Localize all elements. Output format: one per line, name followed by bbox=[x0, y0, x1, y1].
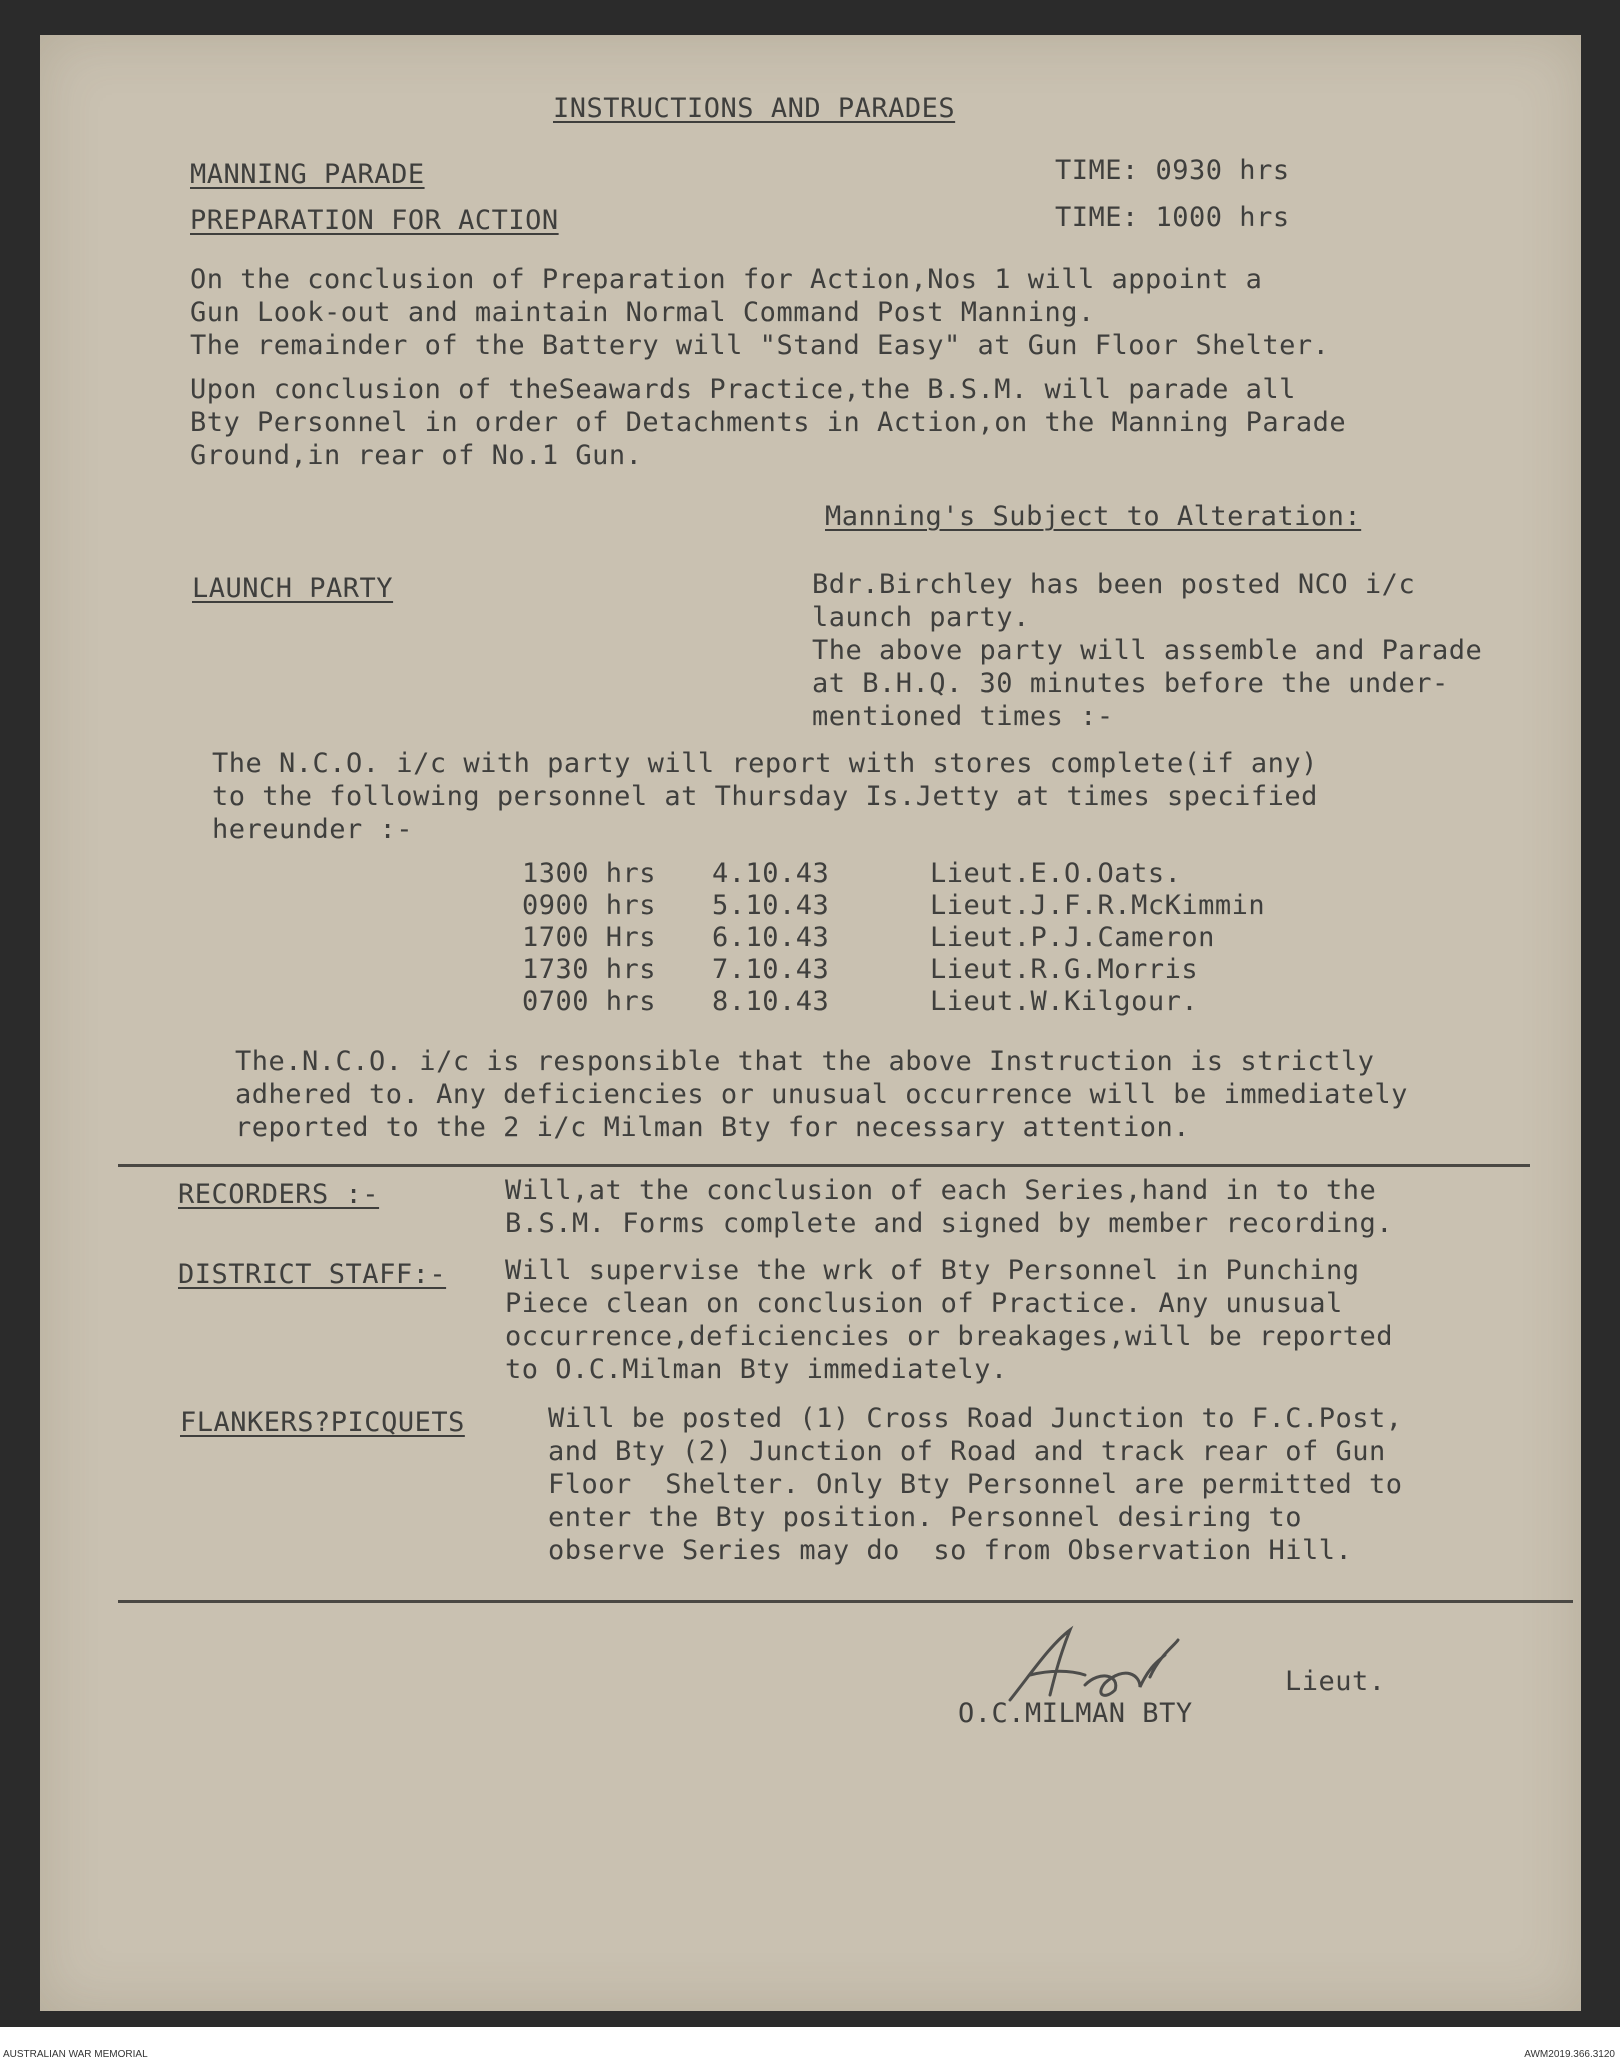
text-line: adhered to. Any deficiencies or unusual occurrence will be immediately bbox=[235, 1079, 1408, 1110]
text-line: Will,at the conclusion of each Series,hand in to the bbox=[505, 1175, 1377, 1206]
schedule-time: 1700 Hrs bbox=[522, 922, 657, 953]
text-line: The N.C.O. i/c with party will report with stores complete(if any) bbox=[212, 748, 1318, 779]
text-line: On the conclusion of Preparation for Action,Nos 1 will appoint a bbox=[190, 264, 1263, 295]
footer-accession: AWM2019.366.3120 bbox=[1524, 2049, 1615, 2060]
text-line: reported to the 2 i/c Milman Bty for necessary attention. bbox=[235, 1112, 1191, 1143]
text-line: and Bty (2) Junction of Road and track rear of Gun bbox=[548, 1436, 1386, 1467]
text-line: The remainder of the Battery will "Stand Easy" at Gun Floor Shelter. bbox=[190, 330, 1330, 361]
preparation-label: PREPARATION FOR ACTION bbox=[190, 205, 559, 236]
preparation-time: TIME: 1000 hrs bbox=[1055, 202, 1290, 233]
text-line: enter the Bty position. Personnel desiring to bbox=[548, 1502, 1302, 1533]
text-line: launch party. bbox=[812, 602, 1030, 633]
district-staff-label: DISTRICT STAFF:- bbox=[178, 1259, 447, 1290]
schedule-time: 1300 hrs bbox=[522, 858, 657, 889]
text-line: mentioned times :- bbox=[812, 701, 1114, 732]
text-line: hereunder :- bbox=[212, 814, 414, 845]
text-line: Ground,in rear of No.1 Gun. bbox=[190, 440, 643, 471]
divider bbox=[118, 1164, 1530, 1167]
text-line: Upon conclusion of theSeawards Practice,the B.S.M. will parade all bbox=[190, 374, 1296, 405]
text-line: Bdr.Birchley has been posted NCO i/c bbox=[812, 569, 1416, 600]
schedule-time: 0900 hrs bbox=[522, 890, 657, 921]
recorders-label: RECORDERS :- bbox=[178, 1179, 380, 1210]
text-line: The.N.C.O. i/c is responsible that the above Instruction is strictly bbox=[235, 1046, 1375, 1077]
signature-rank: Lieut. bbox=[1285, 1666, 1386, 1697]
text-line: at B.H.Q. 30 minutes before the under- bbox=[812, 668, 1449, 699]
text-line: Will supervise the wrk of Bty Personnel in Punching bbox=[505, 1255, 1360, 1286]
manning-subject-heading: Manning's Subject to Alteration: bbox=[825, 501, 1362, 532]
schedule-officer: Lieut.R.G.Morris bbox=[930, 954, 1199, 985]
signature-unit: O.C.MILMAN BTY bbox=[958, 1698, 1193, 1729]
text-line: Gun Look-out and maintain Normal Command Post Manning. bbox=[190, 297, 1095, 328]
schedule-date: 5.10.43 bbox=[712, 890, 830, 921]
divider bbox=[118, 1600, 1573, 1603]
text-line: Will be posted (1) Cross Road Junction to F.C.Post, bbox=[548, 1403, 1403, 1434]
text-line: to O.C.Milman Bty immediately. bbox=[505, 1354, 1008, 1385]
text-line: to the following personnel at Thursday Is.Jetty at times specified bbox=[212, 781, 1318, 812]
schedule-officer: Lieut.E.O.Oats. bbox=[930, 858, 1182, 889]
manning-parade-label: MANNING PARADE bbox=[190, 159, 425, 190]
text-line: Floor Shelter. Only Bty Personnel are permitted to bbox=[548, 1469, 1403, 1500]
schedule-date: 4.10.43 bbox=[712, 858, 830, 889]
text-line: B.S.M. Forms complete and signed by member recording. bbox=[505, 1208, 1394, 1239]
text-line: Bty Personnel in order of Detachments in Action,on the Manning Parade bbox=[190, 407, 1347, 438]
footer-credit: AUSTRALIAN WAR MEMORIAL bbox=[3, 2049, 148, 2060]
schedule-date: 7.10.43 bbox=[712, 954, 830, 985]
flankers-label: FLANKERS?PICQUETS bbox=[180, 1407, 465, 1438]
manning-parade-time: TIME: 0930 hrs bbox=[1055, 155, 1290, 186]
schedule-date: 8.10.43 bbox=[712, 986, 830, 1017]
text-line: occurrence,deficiencies or breakages,will be reported bbox=[505, 1321, 1394, 1352]
text-line: Piece clean on conclusion of Practice. Any unusual bbox=[505, 1288, 1343, 1319]
document-title: INSTRUCTIONS AND PARADES bbox=[553, 93, 956, 124]
schedule-officer: Lieut.J.F.R.McKimmin bbox=[930, 890, 1266, 921]
schedule-time: 0700 hrs bbox=[522, 986, 657, 1017]
schedule-officer: Lieut.W.Kilgour. bbox=[930, 986, 1199, 1017]
text-line: The above party will assemble and Parade bbox=[812, 635, 1483, 666]
schedule-time: 1730 hrs bbox=[522, 954, 657, 985]
schedule-officer: Lieut.P.J.Cameron bbox=[930, 922, 1215, 953]
footer-bar bbox=[0, 2027, 1620, 2061]
schedule-date: 6.10.43 bbox=[712, 922, 830, 953]
text-line: observe Series may do so from Observation Hill. bbox=[548, 1535, 1353, 1566]
launch-party-label: LAUNCH PARTY bbox=[192, 573, 394, 604]
